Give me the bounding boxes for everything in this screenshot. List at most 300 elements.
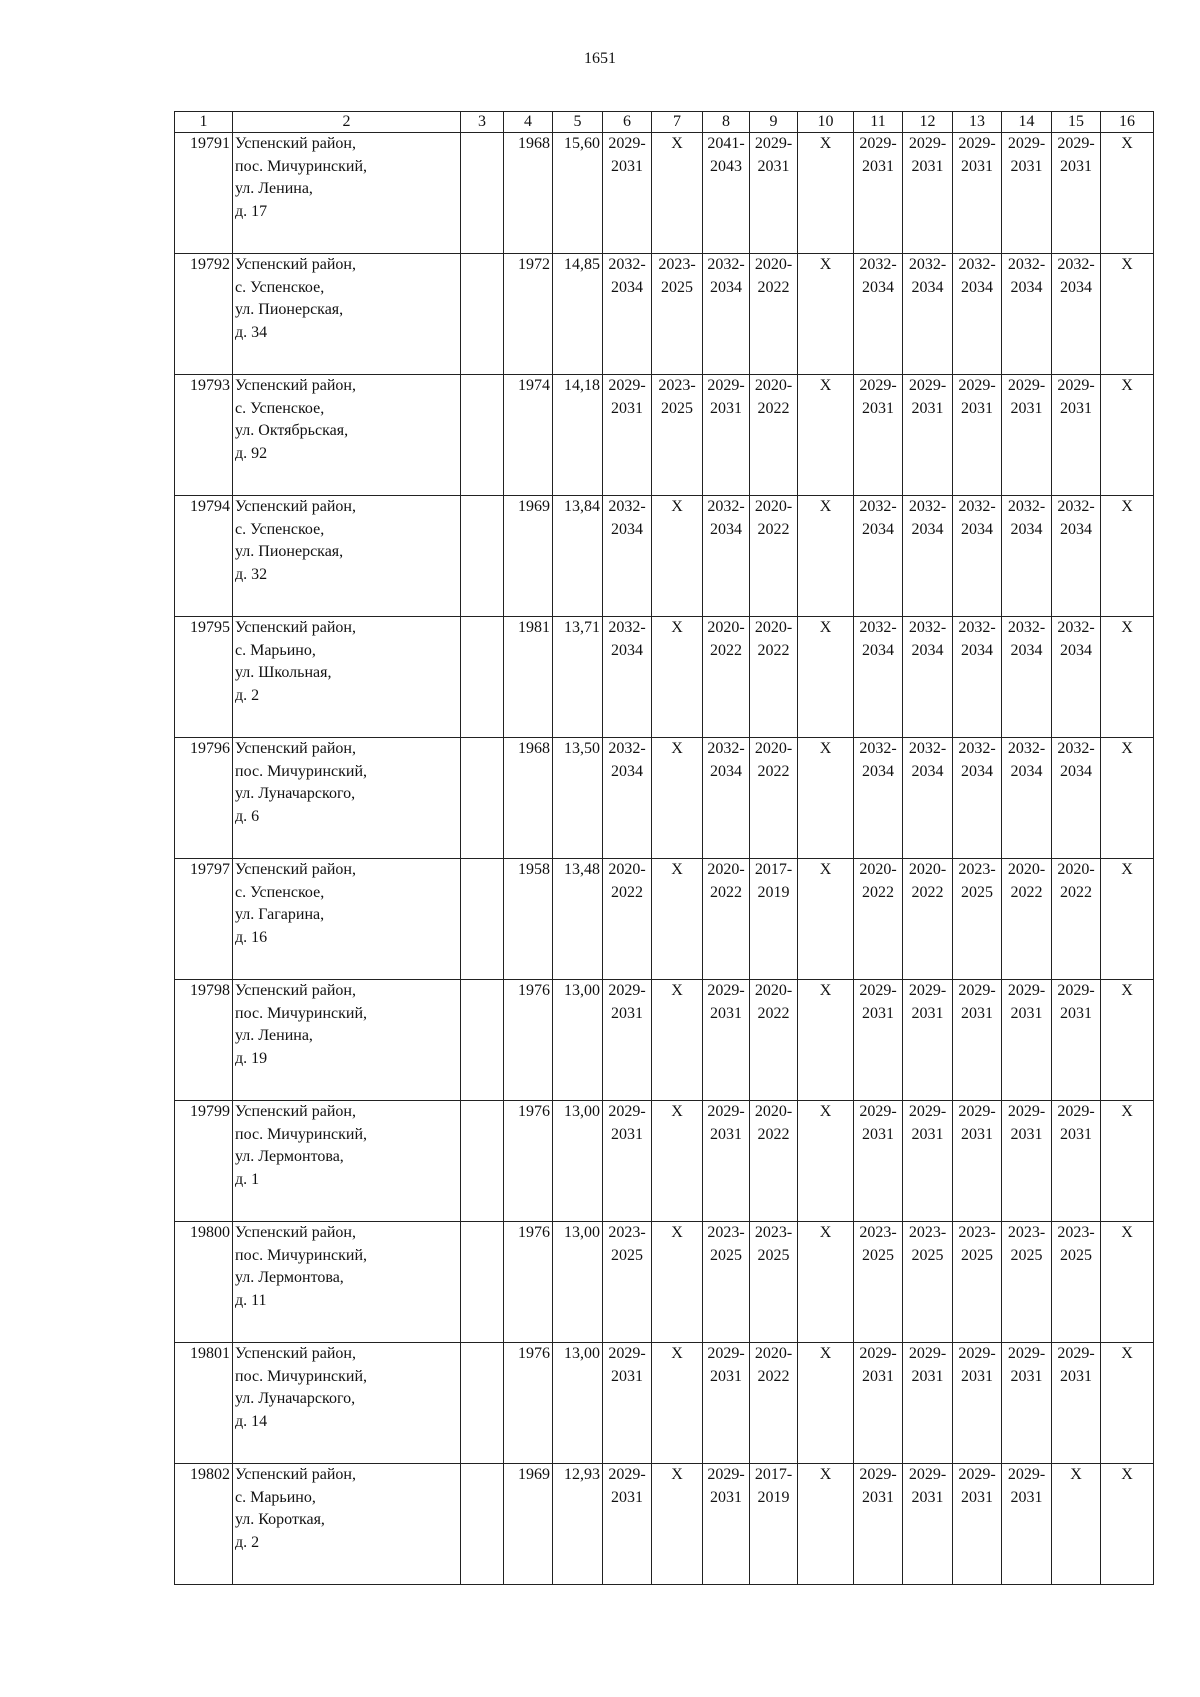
period-line: 2034 — [710, 762, 742, 780]
period-cell-c8 — [703, 496, 750, 617]
address-cell — [233, 1464, 461, 1585]
row-number-cell: 19792 — [175, 254, 233, 375]
column-3-cell — [461, 1101, 504, 1222]
period-line: 2034 — [611, 278, 643, 296]
period-line: X — [819, 135, 832, 152]
build-year-cell: 1958 — [504, 859, 553, 980]
address-cell — [233, 375, 461, 496]
row-number-cell: 19796 — [175, 738, 233, 859]
period-cell-c8 — [703, 1222, 750, 1343]
period-line: 2029- — [608, 135, 646, 152]
period-line: 2034 — [911, 762, 944, 780]
period-line: 2029- — [707, 1466, 745, 1483]
build-year-cell: 1976 — [504, 1222, 553, 1343]
period-line: X — [1121, 135, 1133, 152]
period-line: 2034 — [1060, 762, 1092, 780]
period-cell-c11 — [854, 980, 903, 1101]
period-line: 2029- — [754, 135, 793, 152]
table-row — [175, 617, 1154, 738]
period-line: 2022 — [710, 641, 742, 659]
period-line: X — [671, 1224, 683, 1241]
period-line: 2022 — [1060, 883, 1092, 901]
column-header: 2 — [233, 112, 461, 133]
address-cell — [233, 1101, 461, 1222]
period-line: 2019 — [757, 1488, 790, 1506]
period-line: X — [1121, 498, 1133, 515]
period-line: 2034 — [710, 278, 742, 296]
period-line: 2029- — [608, 982, 646, 999]
period-line: 2031 — [911, 1367, 944, 1385]
table-row — [175, 133, 1154, 254]
period-cell-c10 — [798, 1101, 854, 1222]
period-cell-c6 — [603, 738, 652, 859]
period-line: 2032- — [1007, 740, 1046, 757]
period-cell-c8 — [703, 1464, 750, 1585]
period-cell-c6 — [603, 1101, 652, 1222]
period-line: 2029- — [1007, 982, 1046, 999]
period-line: 2029- — [958, 135, 996, 152]
period-cell-c8 — [703, 859, 750, 980]
row-number-cell: 19797 — [175, 859, 233, 980]
period-line: 2020- — [1057, 861, 1095, 878]
column-header: 5 — [553, 112, 603, 133]
period-cell-c15 — [1052, 375, 1101, 496]
column-header: 14 — [1002, 112, 1052, 133]
build-year-cell: 1972 — [504, 254, 553, 375]
period-line: 2020- — [859, 861, 897, 878]
build-year-cell: 1981 — [504, 617, 553, 738]
period-cell-c10 — [798, 496, 854, 617]
period-cell-c6 — [603, 617, 652, 738]
period-line: X — [819, 1103, 832, 1120]
period-line: 2032- — [1007, 256, 1046, 273]
period-line: 2031 — [710, 1367, 742, 1385]
period-line: 2031 — [862, 1125, 894, 1143]
row-number-cell: 19800 — [175, 1222, 233, 1343]
period-cell-c14 — [1002, 133, 1052, 254]
period-cell-c15 — [1052, 859, 1101, 980]
period-line: 2034 — [862, 278, 894, 296]
period-line: X — [1070, 1466, 1082, 1483]
period-cell-c11 — [854, 1343, 903, 1464]
period-cell-c12 — [903, 1343, 953, 1464]
column-header: 6 — [603, 112, 652, 133]
period-line: 2031 — [961, 1488, 993, 1506]
period-cell-c13 — [953, 1343, 1002, 1464]
column-header: 8 — [703, 112, 750, 133]
period-line: 2031 — [1060, 1004, 1092, 1022]
table-row — [175, 980, 1154, 1101]
period-line: 2020- — [754, 619, 793, 636]
period-cell-c12 — [903, 133, 953, 254]
period-cell-c9 — [750, 375, 798, 496]
address-line: Успенский район, — [235, 982, 356, 999]
period-cell-c16 — [1101, 133, 1154, 254]
value-cell: 13,00 — [553, 1222, 603, 1343]
period-line: X — [671, 135, 683, 152]
period-line: 2032- — [608, 740, 646, 757]
period-line: 2029- — [859, 377, 897, 394]
period-line: 2032- — [908, 256, 947, 273]
period-line: 2032- — [958, 498, 996, 515]
period-cell-c12 — [903, 1101, 953, 1222]
address-line: ул. Луначарского, — [235, 785, 356, 802]
period-line: 2020- — [754, 377, 793, 394]
period-line: 2032- — [908, 619, 947, 636]
period-cell-c10 — [798, 859, 854, 980]
address-line: д. 2 — [235, 1533, 260, 1551]
period-cell-c15 — [1052, 496, 1101, 617]
build-year-cell: 1976 — [504, 1343, 553, 1464]
period-line: 2022 — [757, 641, 790, 659]
period-line: 2029- — [859, 1103, 897, 1120]
address-line: с. Марьино, — [235, 1488, 316, 1506]
period-line: 2019 — [757, 883, 790, 901]
period-line: 2020- — [754, 256, 793, 273]
period-line: 2031 — [961, 1367, 993, 1385]
period-line: 2029- — [859, 1466, 897, 1483]
period-line: 2022 — [757, 1125, 790, 1143]
address-line: д. 14 — [235, 1412, 268, 1430]
period-line: 2032- — [859, 256, 897, 273]
period-line: 2020- — [908, 861, 947, 878]
period-line: 2022 — [710, 883, 742, 901]
address-line: Успенский район, — [235, 1345, 356, 1362]
period-cell-c10 — [798, 980, 854, 1101]
period-line: 2031 — [961, 1004, 993, 1022]
period-line: 2031 — [961, 157, 993, 175]
table-row — [175, 254, 1154, 375]
period-cell-c6 — [603, 254, 652, 375]
address-cell — [233, 738, 461, 859]
period-line: 2029- — [908, 982, 947, 999]
period-line: 2029- — [1057, 1103, 1095, 1120]
period-cell-c7 — [652, 1464, 703, 1585]
period-line: 2029- — [1057, 1345, 1095, 1362]
period-cell-c10 — [798, 375, 854, 496]
address-line: д. 2 — [235, 686, 260, 704]
build-year-cell: 1976 — [504, 980, 553, 1101]
period-cell-c15 — [1052, 1343, 1101, 1464]
period-cell-c16 — [1101, 980, 1154, 1101]
period-cell-c10 — [798, 254, 854, 375]
period-line: 2031 — [611, 1367, 643, 1385]
period-line: 2031 — [1010, 157, 1043, 175]
period-cell-c11 — [854, 738, 903, 859]
period-cell-c9 — [750, 1222, 798, 1343]
period-cell-c13 — [953, 133, 1002, 254]
address-line: пос. Мичуринский, — [235, 157, 368, 175]
period-line: X — [1121, 1103, 1133, 1120]
address-line: Успенский район, — [235, 861, 356, 878]
period-cell-c10 — [798, 1464, 854, 1585]
period-line: 2025 — [710, 1246, 742, 1264]
period-line: 2031 — [1010, 399, 1043, 417]
period-line: 2029- — [908, 377, 947, 394]
period-cell-c7 — [652, 980, 703, 1101]
build-year-cell: 1976 — [504, 1101, 553, 1222]
period-line: 2029- — [608, 377, 646, 394]
table-row — [175, 1101, 1154, 1222]
period-line: 2022 — [757, 1367, 790, 1385]
period-line: 2029- — [707, 1103, 745, 1120]
period-cell-c10 — [798, 1343, 854, 1464]
period-line: 2031 — [911, 1004, 944, 1022]
period-line: 2032- — [958, 619, 996, 636]
address-line: ул. Ленина, — [235, 1027, 313, 1044]
period-line: 2031 — [862, 1367, 894, 1385]
period-cell-c7 — [652, 1222, 703, 1343]
period-line: 2034 — [911, 520, 944, 538]
period-cell-c12 — [903, 254, 953, 375]
period-cell-c9 — [750, 133, 798, 254]
period-cell-c15 — [1052, 980, 1101, 1101]
column-header: 15 — [1052, 112, 1101, 133]
period-cell-c12 — [903, 375, 953, 496]
column-3-cell — [461, 254, 504, 375]
period-cell-c9 — [750, 859, 798, 980]
address-cell — [233, 496, 461, 617]
period-cell-c13 — [953, 738, 1002, 859]
period-line: 2023- — [707, 1224, 745, 1241]
column-header: 11 — [854, 112, 903, 133]
period-line: 2023- — [754, 1224, 793, 1241]
period-line: X — [1121, 1224, 1133, 1241]
period-line: 2022 — [757, 399, 790, 417]
period-line: 2020- — [754, 982, 793, 999]
period-line: 2034 — [611, 762, 643, 780]
period-line: 2032- — [1057, 256, 1095, 273]
value-cell: 13,48 — [553, 859, 603, 980]
period-line: 2034 — [1010, 278, 1043, 296]
value-cell: 15,60 — [553, 133, 603, 254]
period-cell-c15 — [1052, 254, 1101, 375]
address-line: пос. Мичуринский, — [235, 1125, 368, 1143]
period-line: X — [671, 982, 683, 999]
period-line: 2034 — [862, 641, 894, 659]
period-line: X — [1121, 256, 1133, 273]
address-line: д. 1 — [235, 1170, 260, 1188]
period-cell-c14 — [1002, 859, 1052, 980]
period-line: 2020- — [754, 740, 793, 757]
period-cell-c9 — [750, 738, 798, 859]
period-line: X — [819, 861, 832, 878]
column-3-cell — [461, 617, 504, 738]
period-line: X — [1121, 1345, 1133, 1362]
period-line: 2034 — [961, 520, 993, 538]
build-year-cell: 1968 — [504, 133, 553, 254]
period-line: 2032- — [859, 619, 897, 636]
column-header: 10 — [798, 112, 854, 133]
period-line: 2031 — [911, 399, 944, 417]
period-line: 2032- — [908, 740, 947, 757]
period-cell-c9 — [750, 1343, 798, 1464]
address-line: д. 6 — [235, 807, 260, 825]
period-cell-c6 — [603, 375, 652, 496]
period-line: 2031 — [611, 399, 643, 417]
period-line: 2031 — [611, 1125, 643, 1143]
period-cell-c6 — [603, 496, 652, 617]
period-line: 2034 — [1060, 278, 1092, 296]
period-line: 2017- — [754, 861, 793, 878]
address-line: д. 32 — [235, 565, 268, 583]
period-line: 2034 — [862, 762, 894, 780]
period-line: X — [1121, 377, 1133, 394]
period-line: 2023- — [658, 377, 696, 394]
period-line: 2031 — [710, 1488, 742, 1506]
period-line: X — [819, 1224, 832, 1241]
column-header: 4 — [504, 112, 553, 133]
value-cell: 13,84 — [553, 496, 603, 617]
period-cell-c6 — [603, 1464, 652, 1585]
period-line: 2031 — [611, 1004, 643, 1022]
period-line: 2029- — [1007, 1103, 1046, 1120]
period-line: 2029- — [707, 1345, 745, 1362]
period-line: 2022 — [1010, 883, 1043, 901]
period-line: X — [819, 1345, 832, 1362]
period-line: 2029- — [908, 1466, 947, 1483]
value-cell: 13,71 — [553, 617, 603, 738]
period-line: 2034 — [961, 762, 993, 780]
period-line: 2029- — [1007, 1466, 1046, 1483]
period-line: 2023- — [1007, 1224, 1046, 1241]
period-line: 2020- — [1007, 861, 1046, 878]
address-line: ул. Ленина, — [235, 180, 313, 197]
period-line: 2020- — [754, 1345, 793, 1362]
period-cell-c11 — [854, 617, 903, 738]
period-line: 2031 — [1060, 157, 1092, 175]
period-line: X — [671, 498, 683, 515]
period-cell-c13 — [953, 254, 1002, 375]
period-cell-c12 — [903, 738, 953, 859]
period-cell-c12 — [903, 980, 953, 1101]
period-line: 2034 — [1010, 520, 1043, 538]
period-line: 2025 — [961, 883, 993, 901]
period-line: 2032- — [707, 740, 745, 757]
period-line: 2023- — [859, 1224, 897, 1241]
period-line: 2029- — [958, 1466, 996, 1483]
address-cell — [233, 254, 461, 375]
column-3-cell — [461, 1343, 504, 1464]
period-line: 2025 — [661, 399, 693, 417]
period-cell-c11 — [854, 859, 903, 980]
period-line: 2031 — [611, 1488, 643, 1506]
period-cell-c8 — [703, 738, 750, 859]
period-cell-c14 — [1002, 375, 1052, 496]
value-cell: 12,93 — [553, 1464, 603, 1585]
period-line: 2032- — [1007, 498, 1046, 515]
period-cell-c7 — [652, 375, 703, 496]
column-3-cell — [461, 738, 504, 859]
address-line: Успенский район, — [235, 377, 356, 394]
address-line: ул. Школьная, — [235, 664, 332, 681]
period-line: X — [671, 1103, 683, 1120]
period-line: 2029- — [859, 1345, 897, 1362]
build-year-cell: 1969 — [504, 1464, 553, 1585]
period-line: 2034 — [1010, 641, 1043, 659]
period-line: 2031 — [1060, 1125, 1092, 1143]
period-cell-c9 — [750, 1101, 798, 1222]
period-line: 2029- — [859, 982, 897, 999]
period-line: 2031 — [1010, 1367, 1043, 1385]
address-cell — [233, 617, 461, 738]
period-line: 2025 — [757, 1246, 790, 1264]
period-line: 2022 — [757, 762, 790, 780]
period-line: 2034 — [961, 641, 993, 659]
period-cell-c14 — [1002, 980, 1052, 1101]
column-header: 13 — [953, 112, 1002, 133]
period-cell-c16 — [1101, 738, 1154, 859]
period-line: 2034 — [1010, 762, 1043, 780]
period-cell-c16 — [1101, 375, 1154, 496]
table-row — [175, 1343, 1154, 1464]
period-cell-c7 — [652, 1343, 703, 1464]
value-cell: 13,00 — [553, 1343, 603, 1464]
period-line: 2025 — [1010, 1246, 1043, 1264]
value-cell: 13,00 — [553, 980, 603, 1101]
address-line: д. 11 — [235, 1291, 267, 1309]
period-line: X — [671, 1345, 683, 1362]
period-line: 2029- — [1057, 377, 1095, 394]
period-line: 2023- — [958, 861, 996, 878]
period-line: X — [819, 1466, 832, 1483]
period-cell-c15 — [1052, 738, 1101, 859]
address-line: д. 19 — [235, 1049, 268, 1067]
address-line: ул. Луначарского, — [235, 1390, 356, 1407]
address-line: пос. Мичуринский, — [235, 762, 368, 780]
period-line: 2031 — [961, 1125, 993, 1143]
table-row — [175, 859, 1154, 980]
period-line: 2025 — [911, 1246, 944, 1264]
period-cell-c15 — [1052, 617, 1101, 738]
period-line: 2025 — [611, 1246, 643, 1264]
period-line: 2031 — [1060, 1367, 1092, 1385]
period-line: 2025 — [862, 1246, 894, 1264]
period-line: 2023- — [608, 1224, 646, 1241]
period-cell-c15 — [1052, 1222, 1101, 1343]
row-number-cell: 19794 — [175, 496, 233, 617]
period-line: 2031 — [911, 1488, 944, 1506]
period-cell-c6 — [603, 980, 652, 1101]
period-line: X — [819, 256, 832, 273]
period-line: 2034 — [1060, 520, 1092, 538]
period-line: 2032- — [707, 498, 745, 515]
period-line: 2034 — [961, 278, 993, 296]
period-cell-c16 — [1101, 1343, 1154, 1464]
period-cell-c12 — [903, 1464, 953, 1585]
value-cell: 14,85 — [553, 254, 603, 375]
table-row — [175, 738, 1154, 859]
column-3-cell — [461, 375, 504, 496]
period-cell-c9 — [750, 1464, 798, 1585]
period-line: 2029- — [1007, 1345, 1046, 1362]
address-line: ул. Пионерская, — [235, 543, 344, 560]
table-row — [175, 1464, 1154, 1585]
period-line: 2029- — [958, 377, 996, 394]
period-line: 2029- — [958, 982, 996, 999]
period-line: 2031 — [862, 1488, 894, 1506]
table-row — [175, 1222, 1154, 1343]
value-cell: 13,50 — [553, 738, 603, 859]
address-line: ул. Пионерская, — [235, 301, 344, 318]
address-line: Успенский район, — [235, 619, 356, 636]
row-number-cell: 19799 — [175, 1101, 233, 1222]
address-line: ул. Гагарина, — [235, 906, 325, 923]
page-number: 1651 — [584, 50, 616, 67]
register-body — [175, 133, 1154, 1585]
period-line: 2022 — [611, 883, 643, 901]
period-line: 2031 — [961, 399, 993, 417]
